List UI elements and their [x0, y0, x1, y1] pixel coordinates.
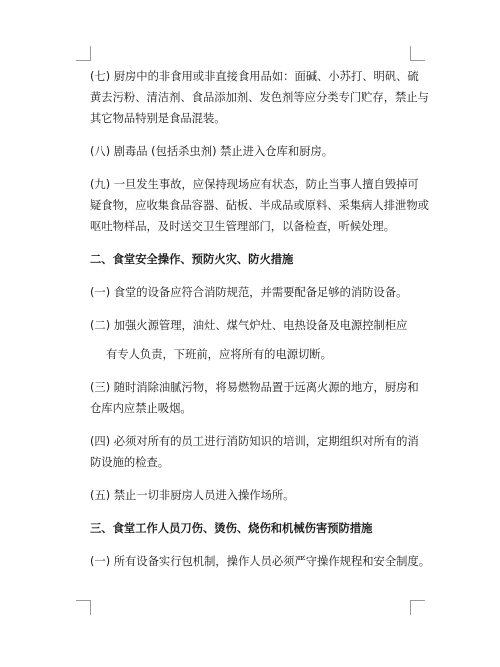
text-line: 防设施的检查。 — [90, 456, 170, 469]
paragraph — [90, 315, 422, 336]
margin-corner-mark-top-left — [76, 46, 91, 61]
paragraph — [90, 344, 422, 365]
margin-corner-mark-bottom-right — [410, 600, 425, 615]
text-line: 其它物品特别是食品混装。 — [90, 112, 226, 125]
text-line: (一) 食堂的设备应符合消防规范，并需要配备足够的消防设备。 — [90, 286, 408, 299]
paragraph — [90, 431, 422, 473]
paragraph — [90, 485, 422, 506]
paragraph — [90, 174, 429, 237]
document-body — [90, 66, 431, 584]
paragraph — [90, 282, 422, 303]
text-line: (四) 必须对所有的员工进行消防知识的培训，定期组织对所有的消 — [90, 435, 419, 448]
text-line: (九) 一旦发生事故，应保持现场应有状态，防止当事人擅自毁掉可 — [90, 178, 419, 191]
text-line: 二、食堂安全操作、预防火灾、防火措施 — [90, 253, 294, 266]
text-line: 仓库内应禁止吸烟。 — [90, 402, 192, 415]
paragraph — [90, 377, 422, 419]
paragraph — [90, 66, 429, 129]
paragraph — [90, 551, 431, 572]
text-line: 疑食物，应收集食品容器、砧板、半成品或原料、采集病人排泄物或 — [90, 199, 429, 212]
text-line: (三) 随时消除油腻污物，将易燃物品置于远离火源的地方，厨房和 — [90, 381, 419, 394]
text-line: 三、食堂工作人员刀伤、烫伤、烧伤和机械伤害预防措施 — [90, 522, 373, 535]
section-heading — [90, 518, 422, 539]
text-line: (七) 厨房中的非食用或非直接食用品如：面碱、小苏打、明矾、硫 — [90, 70, 419, 83]
paragraph — [90, 141, 422, 162]
text-line: (二) 加强火源管理，油灶、煤气炉灶、电热设备及电源控制柜应 — [90, 319, 408, 332]
margin-corner-mark-top-right — [410, 46, 425, 61]
margin-corner-mark-bottom-left — [76, 600, 91, 615]
text-line: (一) 所有设备实行包机制，操作人员必须严守操作规程和安全制度。 — [90, 555, 431, 568]
section-heading — [90, 249, 422, 270]
text-line: 有专人负责，下班前，应将所有的电源切断。 — [106, 348, 332, 361]
text-line: (五) 禁止一切非厨房人员进入操作场所。 — [90, 489, 295, 502]
text-line: 黄去污粉、清洁剂、食品添加剂、发色剂等应分类专门贮存，禁止与 — [90, 91, 429, 104]
text-line: (八) 剧毒品 (包括杀虫剂) 禁止进入仓库和厨房。 — [90, 145, 334, 158]
text-line: 呕吐物样品，及时送交卫生管理部门，以备检查，听候处理。 — [90, 220, 396, 233]
